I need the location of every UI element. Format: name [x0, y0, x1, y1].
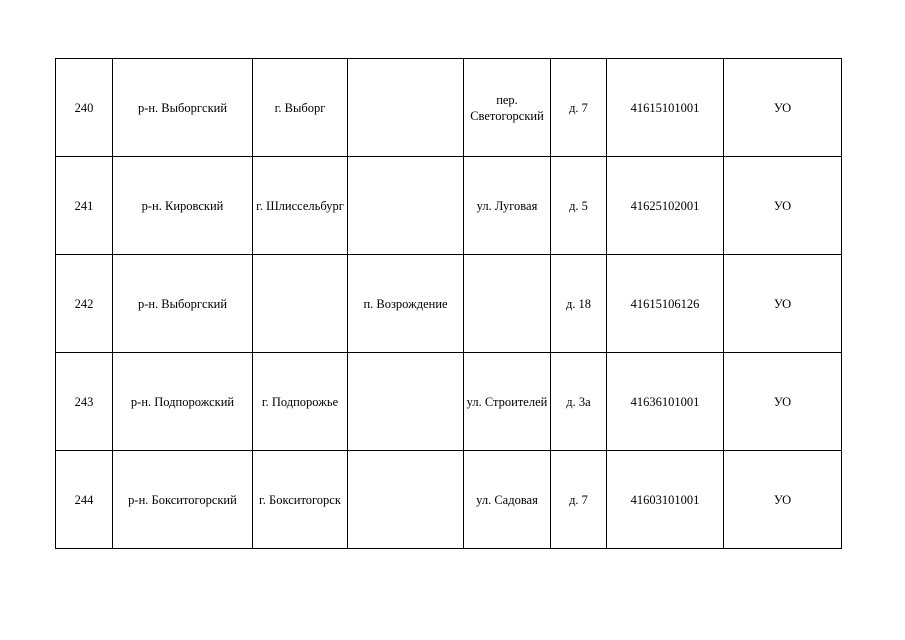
code-cell: 41615106126	[607, 255, 724, 353]
settlement-cell	[348, 59, 464, 157]
code-cell: 41603101001	[607, 451, 724, 549]
street-cell: ул. Строителей	[464, 353, 551, 451]
city-cell: г. Подпорожье	[253, 353, 348, 451]
form-cell: УО	[724, 353, 842, 451]
house-cell: д. 5	[551, 157, 607, 255]
code-cell: 41615101001	[607, 59, 724, 157]
settlement-cell	[348, 157, 464, 255]
city-cell: г. Шлиссельбург	[253, 157, 348, 255]
row-number-cell: 244	[56, 451, 113, 549]
district-cell: р-н. Подпорожский	[113, 353, 253, 451]
district-cell: р-н. Выборгский	[113, 59, 253, 157]
district-cell: р-н. Выборгский	[113, 255, 253, 353]
form-cell: УО	[724, 451, 842, 549]
code-cell: 41625102001	[607, 157, 724, 255]
district-cell: р-н. Бокситогорский	[113, 451, 253, 549]
street-cell	[464, 255, 551, 353]
row-number-cell: 240	[56, 59, 113, 157]
table-row	[56, 451, 842, 549]
settlement-cell	[348, 353, 464, 451]
row-number-cell: 242	[56, 255, 113, 353]
street-cell: пер. Светогорский	[464, 59, 551, 157]
table-row	[56, 59, 842, 157]
table-row	[56, 157, 842, 255]
city-cell: г. Бокситогорск	[253, 451, 348, 549]
table-row	[56, 353, 842, 451]
row-number-cell: 243	[56, 353, 113, 451]
form-cell: УО	[724, 59, 842, 157]
house-cell: д. 7	[551, 451, 607, 549]
house-cell: д. 7	[551, 59, 607, 157]
settlement-cell: п. Возрождение	[348, 255, 464, 353]
table-row	[56, 255, 842, 353]
address-table	[55, 58, 842, 549]
settlement-cell	[348, 451, 464, 549]
city-cell: г. Выборг	[253, 59, 348, 157]
city-cell	[253, 255, 348, 353]
form-cell: УО	[724, 255, 842, 353]
house-cell: д. 3а	[551, 353, 607, 451]
house-cell: д. 18	[551, 255, 607, 353]
row-number-cell: 241	[56, 157, 113, 255]
form-cell: УО	[724, 157, 842, 255]
street-cell: ул. Садовая	[464, 451, 551, 549]
district-cell: р-н. Кировский	[113, 157, 253, 255]
street-cell: ул. Луговая	[464, 157, 551, 255]
code-cell: 41636101001	[607, 353, 724, 451]
